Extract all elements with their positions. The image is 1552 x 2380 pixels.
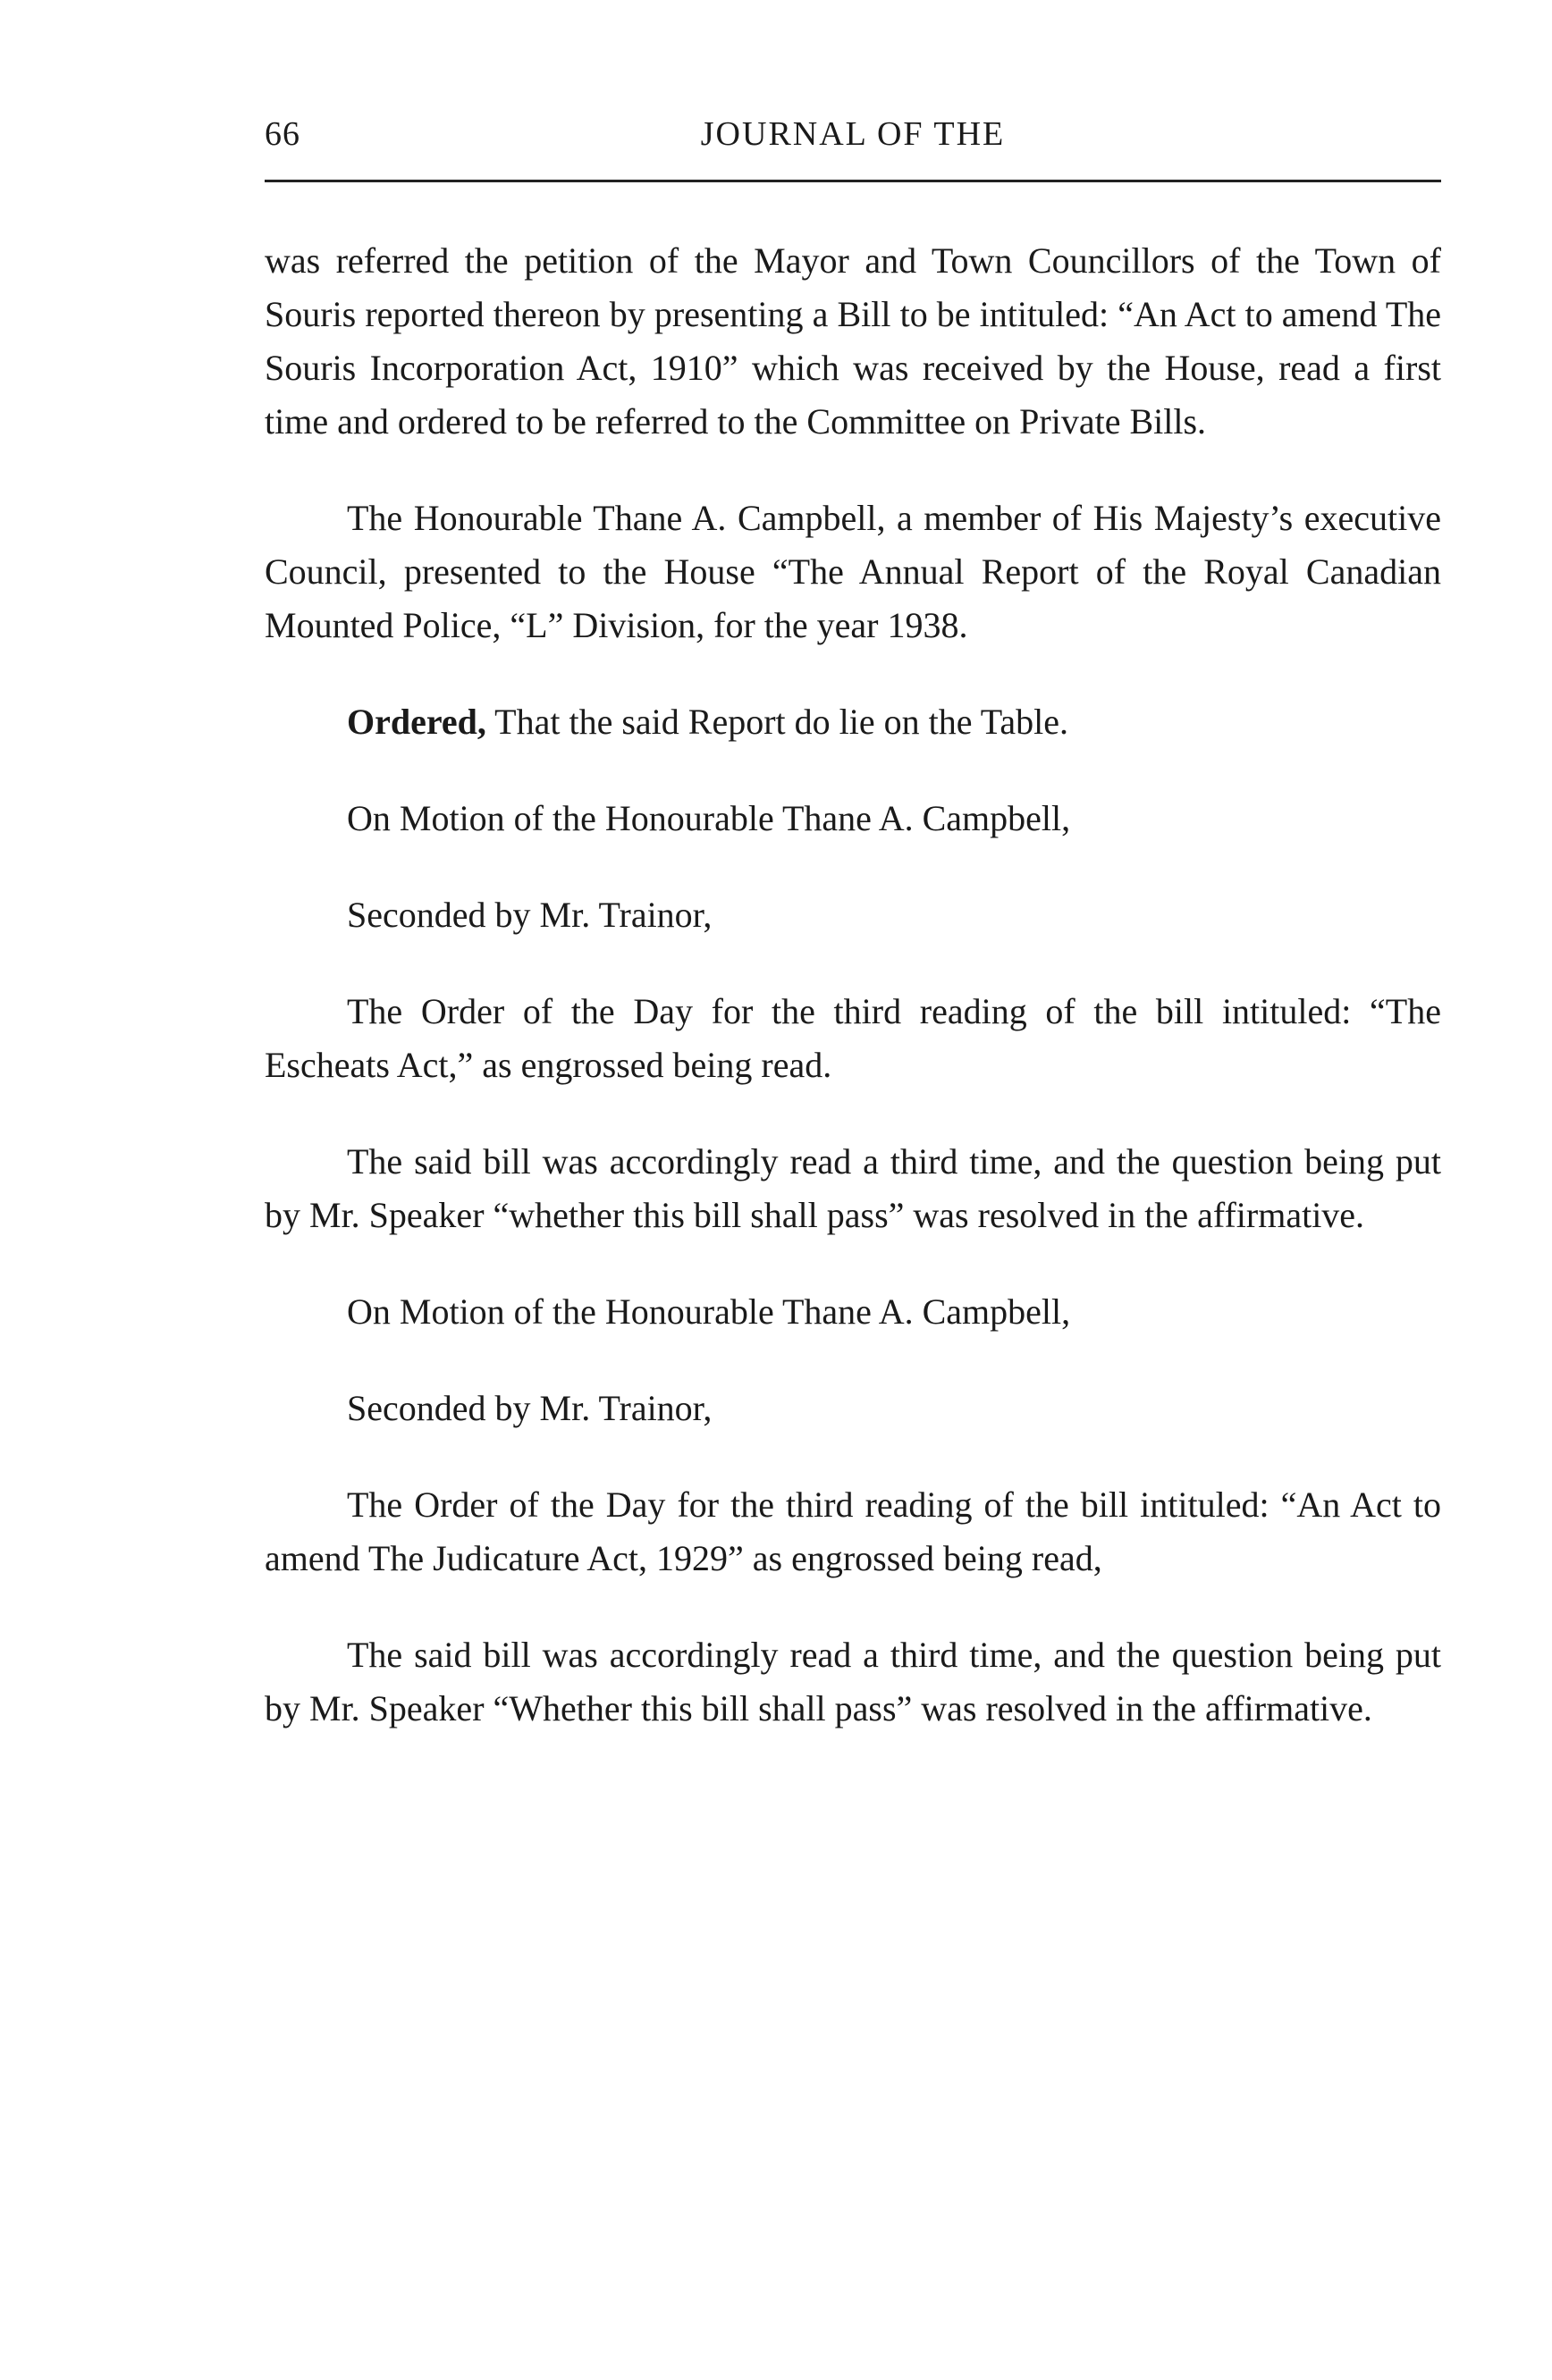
journal-body: [265, 234, 1441, 1779]
paragraph-bill-passed-1: The said bill was accordingly read a third time, and the question being put by Mr. Speaker “whether this bill shall pass” was resolved in the affirmative.: [265, 1141, 1441, 1235]
paragraph-motion-2: On Motion of the Honourable Thane A. Campbell,: [347, 1291, 1071, 1332]
paragraph-bill-passed-2: The said bill was accordingly read a third time, and the question being put by Mr. Speaker “Whether this bill shall pass” was resolved in the affirmative.: [265, 1635, 1441, 1728]
paragraph-annual-report: The Honourable Thane A. Campbell, a member of His Majesty’s executive Council, presented to the House “The Annual Report of the Royal Canadian Mounted Police, “L” Division, for the year 1938.: [265, 498, 1441, 645]
running-title: JOURNAL OF THE: [700, 115, 1006, 153]
paragraph-motion-1: On Motion of the Honourable Thane A. Campbell,: [347, 798, 1071, 838]
header-rule: [265, 180, 1441, 182]
paragraph-order-of-day-2: The Order of the Day for the third reading of the bill intituled: “An Act to amend The Judicature Act, 1929” as engrossed being read,: [265, 1484, 1441, 1578]
paragraph-order-of-day-1: The Order of the Day for the third reading of the bill intituled: “The Escheats Act,” as engrossed being read.: [265, 991, 1441, 1085]
ordered-text: That the said Report do lie on the Table.: [485, 702, 1069, 742]
paragraph-ordered: [265, 695, 1441, 749]
page-number: 66: [265, 115, 300, 153]
page-header: [265, 114, 1441, 168]
paragraph-bill-referral: was referred the petition of the Mayor and Town Councillors of the Town of Souris reported thereon by presenting a Bill to be intituled: “An Act to amend The Souris Incorporation Act, 1910” which was received by the House, read a first time and ordered to be referred to the Committee on Private Bills.: [265, 240, 1441, 442]
paragraph-seconded-2: Seconded by Mr. Trainor,: [347, 1388, 713, 1428]
paragraph-seconded-1: Seconded by Mr. Trainor,: [347, 895, 713, 935]
ordered-lead: Ordered,: [347, 702, 486, 742]
